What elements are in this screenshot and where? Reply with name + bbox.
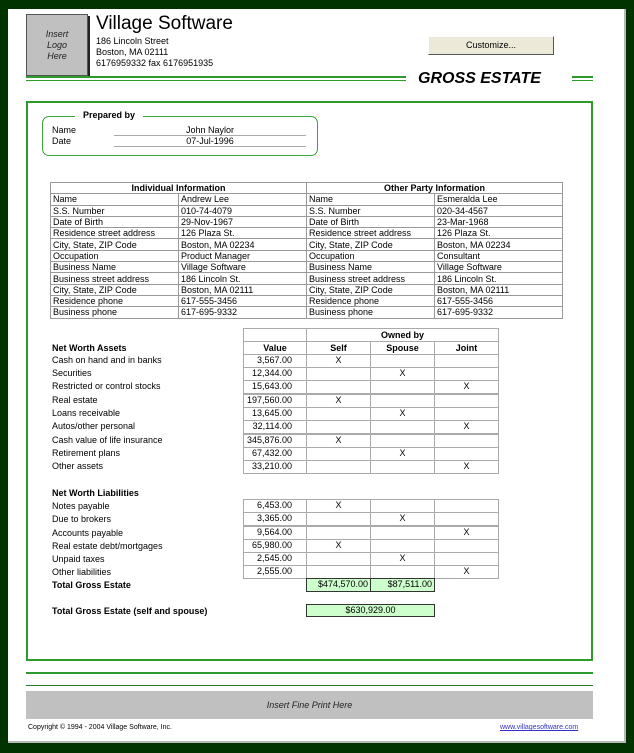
liability-joint-cell[interactable]: X [434,565,499,579]
liability-spouse-cell[interactable]: X [370,512,435,526]
prepared-by-name-label: Name [52,125,77,135]
asset-spouse-cell[interactable]: X [370,407,435,421]
footer-divider-thin [26,685,593,686]
asset-joint-cell[interactable] [434,354,499,368]
copyright-text: Copyright © 1994 - 2004 Village Software, Inc. [28,724,172,731]
header-divider-left [26,76,406,81]
info-row-residence-address: Residence street address 126 Plaza St. Residence street address 126 Plaza St. [51,228,563,239]
info-row-dob: Date of Birth 29-Nov-1967 Date of Birth 23-Mar-1968 [51,216,563,227]
asset-value-cell[interactable]: 15,643.00 [243,380,307,394]
footer-divider-thick [26,672,593,674]
asset-label: Cash value of life insurance [52,435,163,445]
asset-label: Cash on hand and in banks [52,355,162,365]
prepared-by-name-field[interactable]: John Naylor [114,125,306,136]
info-row-business-name: Business Name Village Software Business Name Village Software [51,262,563,273]
info-row-business-address: Business street address 186 Lincoln St. Business street address 186 Lincoln St. [51,273,563,284]
asset-spouse-cell[interactable]: X [370,447,435,461]
owned-by-header: Owned by [306,328,499,342]
liability-value-cell[interactable]: 6,453.00 [243,499,307,513]
info-row-name: Name Andrew Lee Name Esmeralda Lee [51,194,563,205]
liability-self-cell[interactable] [306,512,371,526]
asset-spouse-cell[interactable] [370,460,435,474]
total-self-value: $474,570.00 [306,578,371,592]
total-spouse-value: $87,511.00 [370,578,435,592]
asset-spouse-cell[interactable] [370,380,435,394]
info-row-occupation: Occupation Product Manager Occupation Consultant [51,250,563,261]
asset-joint-cell[interactable]: X [434,460,499,474]
liability-self-cell[interactable] [306,552,371,566]
asset-spouse-cell[interactable] [370,434,435,448]
page-title: GROSS ESTATE [418,70,541,87]
asset-label: Securities [52,368,92,378]
asset-spouse-cell[interactable]: X [370,367,435,381]
fine-print-area: Insert Fine Print Here [26,691,593,719]
liability-value-cell[interactable]: 65,980.00 [243,539,307,553]
company-address-line2: Boston, MA 02111 [96,47,169,57]
value-column-header: Value [243,341,307,355]
other-party-information-heading: Other Party Information [307,183,563,194]
individual-information-heading: Individual Information [51,183,307,194]
combined-total-label: Total Gross Estate (self and spouse) [52,606,208,616]
liability-joint-cell[interactable] [434,512,499,526]
asset-self-cell[interactable] [306,380,371,394]
liability-label: Notes payable [52,501,110,511]
info-row-ssn: S.S. Number 010-74-4079 S.S. Number 020-34-4567 [51,205,563,216]
total-gross-estate-label: Total Gross Estate [52,580,131,590]
info-row-residence-phone: Residence phone 617-555-3456 Residence phone 617-555-3456 [51,295,563,306]
logo-text-line: Here [47,50,67,61]
estate-worksheet-page [8,9,626,743]
prepared-by-heading: Prepared by [75,110,143,120]
liability-spouse-cell[interactable]: X [370,552,435,566]
liability-label: Other liabilities [52,567,112,577]
info-row-residence-city: City, State, ZIP Code Boston, MA 02234 City, State, ZIP Code Boston, MA 02234 [51,239,563,250]
company-phone: 6176959332 fax 6176951935 [96,58,214,68]
info-row-business-city: City, State, ZIP Code Boston, MA 02111 City, State, ZIP Code Boston, MA 02111 [51,284,563,295]
asset-label: Autos/other personal [52,421,136,431]
asset-value-cell[interactable]: 12,344.00 [243,367,307,381]
liability-joint-cell[interactable] [434,552,499,566]
asset-value-cell[interactable]: 33,210.00 [243,460,307,474]
asset-spouse-cell[interactable] [370,394,435,408]
assets-heading: Net Worth Assets [52,343,127,353]
party-information-table [50,182,563,319]
company-name: Village Software [96,13,233,34]
logo-text-line: Insert [45,28,69,39]
asset-label: Other assets [52,461,104,471]
asset-joint-cell[interactable] [434,394,499,408]
liability-self-cell[interactable] [306,565,371,579]
liability-spouse-cell[interactable] [370,565,435,579]
liability-self-cell[interactable]: X [306,499,371,513]
asset-spouse-cell[interactable] [370,420,435,434]
liability-self-cell[interactable]: X [306,539,371,553]
asset-self-cell[interactable] [306,460,371,474]
liability-label: Accounts payable [52,528,124,538]
liability-label: Due to brokers [52,514,112,524]
asset-value-cell[interactable]: 345,876.00 [243,434,307,448]
asset-value-cell[interactable]: 3,567.00 [243,354,307,368]
header-divider-right [572,76,593,81]
prepared-by-date-field[interactable]: 07-Jul-1996 [114,136,306,147]
liability-value-cell[interactable]: 2,555.00 [243,565,307,579]
liability-spouse-cell[interactable] [370,539,435,553]
self-column-header: Self [306,341,371,355]
liability-joint-cell[interactable]: X [434,526,499,540]
value-header-spacer [243,328,307,342]
asset-self-cell[interactable]: X [306,354,371,368]
asset-joint-cell[interactable] [434,434,499,448]
asset-label: Real estate [52,395,98,405]
spouse-column-header: Spouse [370,341,435,355]
asset-self-cell[interactable] [306,407,371,421]
asset-self-cell[interactable] [306,420,371,434]
liability-joint-cell[interactable] [434,539,499,553]
liability-label: Unpaid taxes [52,554,105,564]
asset-value-cell[interactable]: 197,560.00 [243,394,307,408]
asset-self-cell[interactable] [306,447,371,461]
liability-self-cell[interactable] [306,526,371,540]
liabilities-heading: Net Worth Liabilities [52,488,139,498]
customize-button[interactable]: Customize... [428,36,554,55]
asset-value-cell[interactable]: 13,645.00 [243,407,307,421]
info-row-business-phone: Business phone 617-695-9332 Business phone 617-695-9332 [51,307,563,318]
asset-value-cell[interactable]: 67,432.00 [243,447,307,461]
liability-label: Real estate debt/mortgages [52,541,163,551]
logo-placeholder [26,14,88,76]
asset-value-cell[interactable]: 32,114.00 [243,420,307,434]
company-address-line1: 186 Lincoln Street [96,36,169,46]
joint-column-header: Joint [434,341,499,355]
asset-label: Restricted or control stocks [52,381,161,391]
asset-self-cell[interactable]: X [306,394,371,408]
asset-joint-cell[interactable] [434,407,499,421]
liability-joint-cell[interactable] [434,499,499,513]
website-link[interactable]: www.villagesoftware.com [500,724,579,731]
asset-self-cell[interactable] [306,367,371,381]
liability-value-cell[interactable]: 9,564.00 [243,526,307,540]
asset-joint-cell[interactable]: X [434,420,499,434]
asset-self-cell[interactable]: X [306,434,371,448]
logo-text-line: Logo [46,39,67,50]
asset-joint-cell[interactable] [434,367,499,381]
asset-label: Loans receivable [52,408,121,418]
liability-value-cell[interactable]: 3,365.00 [243,512,307,526]
liability-spouse-cell[interactable] [370,499,435,513]
liability-value-cell[interactable]: 2,545.00 [243,552,307,566]
prepared-by-date-label: Date [52,136,72,146]
asset-label: Retirement plans [52,448,121,458]
asset-joint-cell[interactable]: X [434,380,499,394]
combined-total-value: $630,929.00 [306,604,435,617]
asset-joint-cell[interactable] [434,447,499,461]
liability-spouse-cell[interactable] [370,526,435,540]
asset-spouse-cell[interactable] [370,354,435,368]
